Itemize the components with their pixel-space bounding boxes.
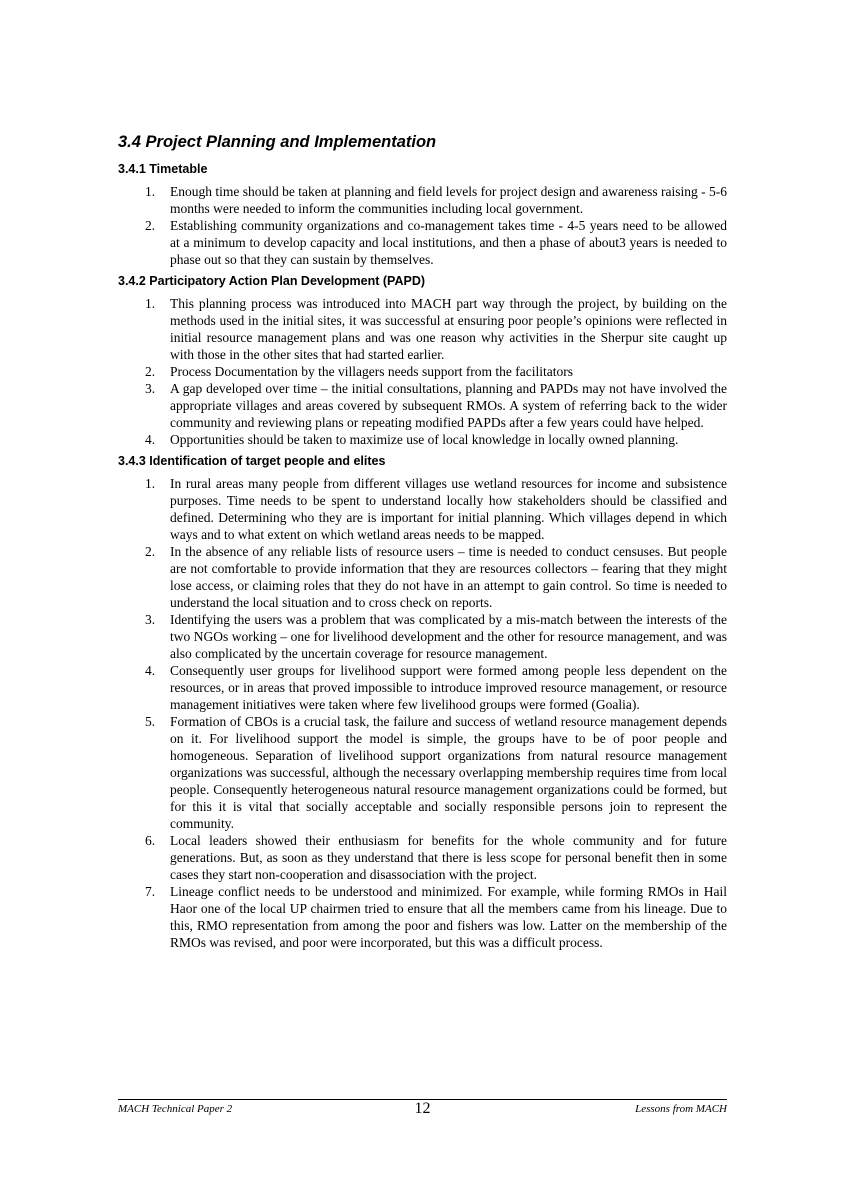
item-text: Establishing community organizations and co-management takes time - 4-5 years need to be allowed at a minimum to develop capacity and local institutions, and then a phase of about3 years is needed to phase out so that they can sustain by themselves. (170, 218, 727, 267)
page-content (118, 132, 727, 956)
item-number: 2. (145, 218, 156, 233)
list-item (118, 183, 727, 217)
item-text: Formation of CBOs is a crucial task, the failure and success of wetland resource management depends on it. For livelihood support the model is simple, the groups have to be of poor people and homogeneous. Separation of livelihood support organizations from natural resource management organizations was successful, although the necessary overlapping membership requires time from local people. Consequently heterogeneous natural resource management organizations could be formed, but for this it is vital that socially acceptable and socially responsible persons join to represent the community. (170, 714, 727, 831)
item-number: 3. (145, 612, 156, 627)
item-number: 3. (145, 381, 156, 396)
timetable-list (118, 183, 727, 268)
list-item (118, 713, 727, 832)
papd-list (118, 295, 727, 448)
list-item (118, 217, 727, 268)
item-text: Local leaders showed their enthusiasm for benefits for the whole community and for future generations. But, as soon as they understand that there is less scope for personal benefit then in some cases they start non-cooperation and disassociation with the project. (170, 833, 727, 882)
list-item (118, 543, 727, 611)
item-text: In rural areas many people from different villages use wetland resources for income and subsistence purposes. Time needs to be spent to understand locally how stakeholders should be classified and defined. Determining who they are is important for initial planning. Which villages depend in which ways and to what extent on which wetland areas needs to be mapped. (170, 476, 727, 542)
item-text: Identifying the users was a problem that was complicated by a mis-match between the interests of the two NGOs working – one for livelihood development and the other for resource management, and was also complicated by the uncertain coverage for resource management. (170, 612, 727, 661)
list-item (118, 662, 727, 713)
list-item (118, 295, 727, 363)
item-number: 4. (145, 432, 156, 447)
subsection-title-timetable: 3.4.1 Timetable (118, 162, 208, 176)
item-number: 6. (145, 833, 156, 848)
list-item (118, 363, 727, 380)
item-number: 5. (145, 714, 156, 729)
identification-list (118, 475, 727, 951)
item-number: 1. (145, 296, 156, 311)
page-number: 12 (414, 1100, 431, 1117)
item-number: 7. (145, 884, 156, 899)
item-number: 1. (145, 184, 156, 199)
item-text: Process Documentation by the villagers needs support from the facilitators (170, 364, 574, 379)
item-text: Lineage conflict needs to be understood and minimized. For example, while forming RMOs in Hail Haor one of the local UP chairmen tried to ensure that all the members came from his lineage. Due to this, RMO representation from among the poor and fishers was low. Latter on the membership of the RMOs was revised, and poor were incorporated, but this was a difficult process. (170, 884, 727, 950)
list-item (118, 611, 727, 662)
item-text: This planning process was introduced into MACH part way through the project, by building on the methods used in the initial sites, it was successful at ensuring poor people’s opinions were reflected in initial resource management plans and was one reason why activities in the Sherpur site caught up with those in the other sites that had started earlier. (170, 296, 727, 362)
list-item (118, 883, 727, 951)
subsection-title-papd: 3.4.2 Participatory Action Plan Development (PAPD) (118, 274, 426, 288)
item-text: Opportunities should be taken to maximize use of local knowledge in locally owned planning. (170, 432, 679, 447)
footer-right-text: Lessons from MACH (635, 1103, 727, 1115)
subsection-title-identification: 3.4.3 Identification of target people and elites (118, 454, 386, 468)
footer-left-text: MACH Technical Paper 2 (118, 1103, 233, 1115)
item-text: A gap developed over time – the initial consultations, planning and PAPDs may not have involved the appropriate villages and areas covered by subsequent RMOs. A system of referring back to the wider community and reviewing plans or repeating modified PAPDs after a few years could have helped. (170, 381, 727, 430)
item-number: 1. (145, 476, 156, 491)
list-item (118, 431, 727, 448)
list-item (118, 832, 727, 883)
item-text: Enough time should be taken at planning and field levels for project design and awareness raising - 5-6 months were needed to inform the communities including local government. (170, 184, 727, 216)
list-item (118, 380, 727, 431)
section-title: 3.4 Project Planning and Implementation (118, 133, 437, 151)
item-text: In the absence of any reliable lists of resource users – time is needed to conduct censuses. But people are not comfortable to provide information that they are resources collectors – fearing that they might lose access, or claiming roles that they do not have in an attempt to gain control. So time is needed to understand the local situation and to cross check on reports. (170, 544, 727, 610)
item-number: 2. (145, 364, 156, 379)
item-number: 4. (145, 663, 156, 678)
list-item (118, 475, 727, 543)
page-footer (118, 1099, 727, 1124)
item-text: Consequently user groups for livelihood support were formed among people less dependent on the resources, or in areas that proved impossible to introduce improved resource management, or resource management initiatives were taken where few livelihood groups were formed (Goalia). (170, 663, 727, 712)
item-number: 2. (145, 544, 156, 559)
